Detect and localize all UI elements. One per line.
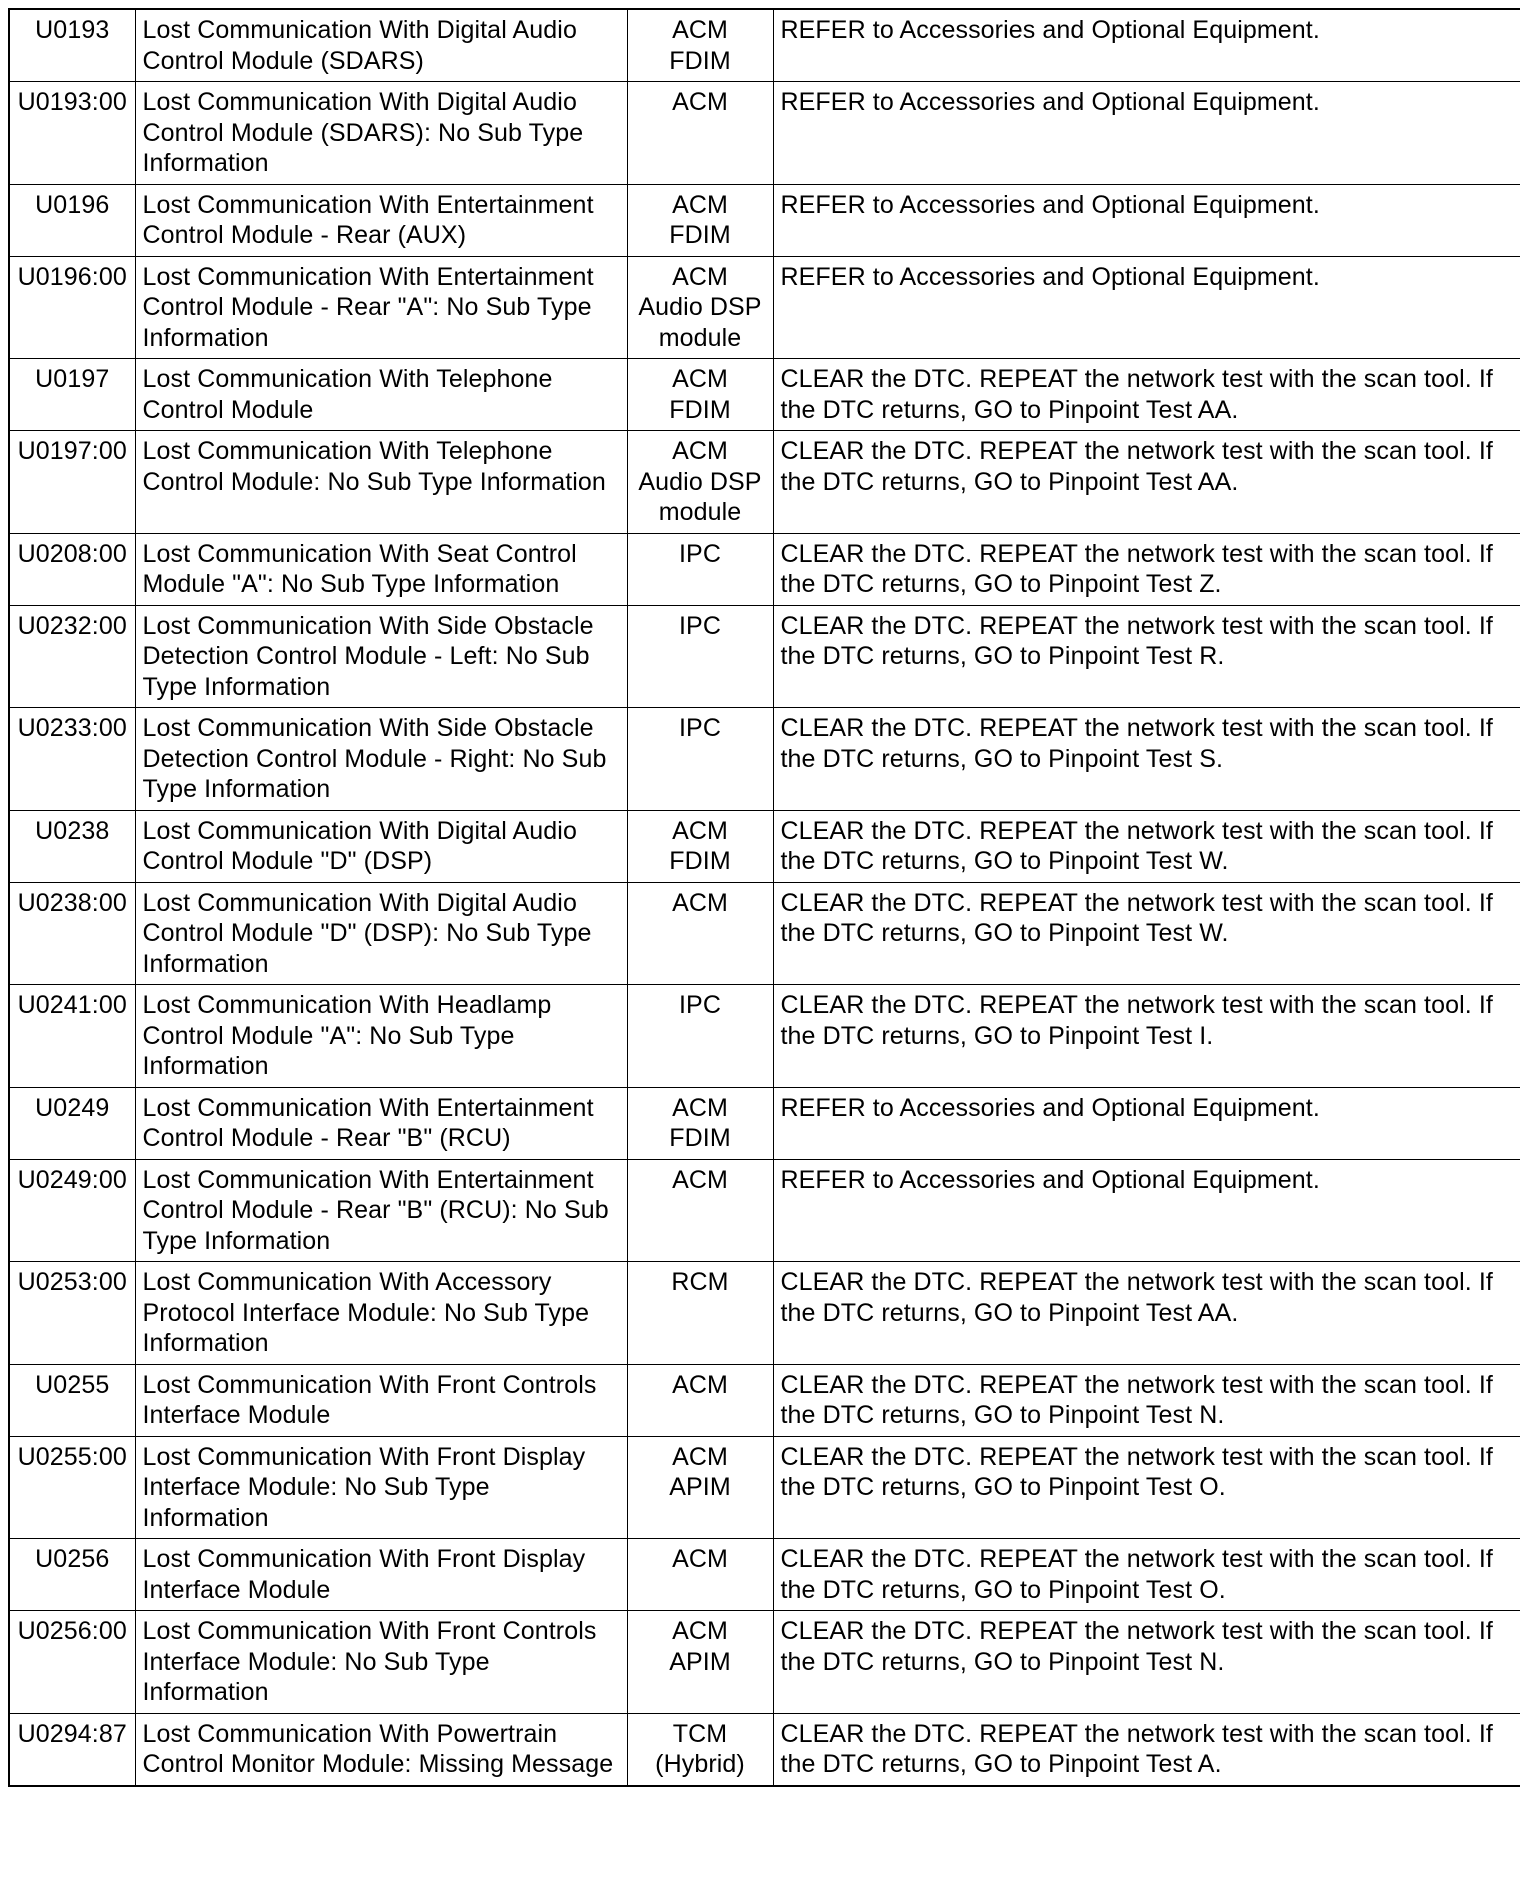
dtc-module-cell [627,1436,773,1539]
dtc-description-cell: Lost Communication With Front Controls Interface Module [135,1364,627,1436]
table-row [9,533,1520,605]
module-name: ACM [672,816,728,845]
dtc-module-cell [627,1713,773,1786]
dtc-code-cell: U0253:00 [9,1262,135,1365]
table-row [9,1436,1520,1539]
module-name: IPC [679,714,721,742]
dtc-code-cell: U0294:87 [9,1713,135,1786]
dtc-action-cell: REFER to Accessories and Optional Equipment. [773,1159,1520,1262]
dtc-description-cell: Lost Communication With Entertainment Control Module - Rear "B" (RCU) [135,1087,627,1159]
module-name: Audio DSP module [638,467,762,526]
module-name: ACM [672,1165,728,1194]
dtc-module-cell [627,1159,773,1262]
module-name: RCM [671,1268,729,1296]
dtc-description-cell: Lost Communication With Powertrain Control Monitor Module: Missing Message [135,1713,627,1786]
dtc-action-cell: CLEAR the DTC. REPEAT the network test with the scan tool. If the DTC returns, GO to Pinpoint Test R. [773,605,1520,708]
module-name: Audio DSP module [638,293,762,352]
table-row [9,9,1520,82]
dtc-module-cell [627,184,773,256]
dtc-code-cell: U0197:00 [9,431,135,534]
dtc-action-cell: CLEAR the DTC. REPEAT the network test with the scan tool. If the DTC returns, GO to Pinpoint Test Z. [773,533,1520,605]
module-name: FDIM [669,395,731,424]
module-name: ACM [672,1617,728,1645]
dtc-description-cell: Lost Communication With Front Display Interface Module: No Sub Type Information [135,1436,627,1539]
module-name: FDIM [669,46,731,75]
table-row [9,708,1520,811]
dtc-action-cell: REFER to Accessories and Optional Equipment. [773,9,1520,82]
dtc-description-cell: Lost Communication With Side Obstacle Detection Control Module - Left: No Sub Type Information [135,605,627,708]
dtc-module-cell [627,1262,773,1365]
dtc-action-cell: REFER to Accessories and Optional Equipment. [773,82,1520,185]
module-name: (Hybrid) [655,1750,745,1778]
dtc-module-cell [627,1539,773,1611]
dtc-module-cell [627,256,773,359]
dtc-module-cell [627,985,773,1088]
dtc-code-cell: U0255:00 [9,1436,135,1539]
dtc-code-cell: U0233:00 [9,708,135,811]
dtc-code-cell: U0238 [9,810,135,882]
dtc-code-cell: U0238:00 [9,882,135,985]
dtc-description-cell: Lost Communication With Accessory Protocol Interface Module: No Sub Type Information [135,1262,627,1365]
dtc-module-cell [627,359,773,431]
dtc-code-cell: U0256:00 [9,1611,135,1714]
dtc-code-cell: U0249:00 [9,1159,135,1262]
module-name: FDIM [669,221,731,249]
table-row [9,1364,1520,1436]
module-name: ACM [672,437,728,465]
dtc-description-cell: Lost Communication With Digital Audio Control Module "D" (DSP): No Sub Type Information [135,882,627,985]
dtc-action-cell: CLEAR the DTC. REPEAT the network test with the scan tool. If the DTC returns, GO to Pinpoint Test A. [773,1713,1520,1786]
dtc-module-cell [627,431,773,534]
dtc-table-body [9,9,1520,1786]
dtc-action-cell: REFER to Accessories and Optional Equipment. [773,256,1520,359]
dtc-action-cell: CLEAR the DTC. REPEAT the network test with the scan tool. If the DTC returns, GO to Pinpoint Test AA. [773,431,1520,534]
table-row [9,1087,1520,1159]
table-row [9,431,1520,534]
table-row [9,184,1520,256]
dtc-description-cell: Lost Communication With Seat Control Module "A": No Sub Type Information [135,533,627,605]
dtc-table [8,8,1520,1787]
table-row [9,1611,1520,1714]
dtc-action-cell: CLEAR the DTC. REPEAT the network test with the scan tool. If the DTC returns, GO to Pinpoint Test O. [773,1436,1520,1539]
module-name: ACM [672,888,728,917]
dtc-action-cell: CLEAR the DTC. REPEAT the network test with the scan tool. If the DTC returns, GO to Pinpoint Test AA. [773,1262,1520,1365]
module-name: ACM [672,88,728,116]
dtc-module-cell [627,1364,773,1436]
module-name: ACM [672,365,728,393]
dtc-code-cell: U0196 [9,184,135,256]
dtc-module-cell [627,9,773,82]
dtc-description-cell: Lost Communication With Digital Audio Control Module (SDARS) [135,9,627,82]
table-row [9,882,1520,985]
module-name: IPC [679,611,721,640]
dtc-code-cell: U0193 [9,9,135,82]
dtc-description-cell: Lost Communication With Front Controls Interface Module: No Sub Type Information [135,1611,627,1714]
dtc-description-cell: Lost Communication With Digital Audio Control Module (SDARS): No Sub Type Information [135,82,627,185]
table-row [9,810,1520,882]
module-name: TCM [672,1719,728,1748]
module-name: APIM [669,1647,731,1676]
table-row [9,1262,1520,1365]
module-name: ACM [672,262,728,291]
dtc-code-cell: U0196:00 [9,256,135,359]
dtc-description-cell: Lost Communication With Entertainment Control Module - Rear (AUX) [135,184,627,256]
dtc-description-cell: Lost Communication With Entertainment Control Module - Rear "A": No Sub Type Information [135,256,627,359]
dtc-action-cell: REFER to Accessories and Optional Equipment. [773,184,1520,256]
dtc-action-cell: CLEAR the DTC. REPEAT the network test with the scan tool. If the DTC returns, GO to Pinpoint Test O. [773,1539,1520,1611]
dtc-description-cell: Lost Communication With Side Obstacle Detection Control Module - Right: No Sub Type Information [135,708,627,811]
table-row [9,985,1520,1088]
dtc-code-cell: U0249 [9,1087,135,1159]
dtc-module-cell [627,82,773,185]
dtc-description-cell: Lost Communication With Telephone Control Module [135,359,627,431]
dtc-code-cell: U0208:00 [9,533,135,605]
dtc-module-cell [627,708,773,811]
table-row [9,82,1520,185]
dtc-action-cell: CLEAR the DTC. REPEAT the network test with the scan tool. If the DTC returns, GO to Pinpoint Test S. [773,708,1520,811]
dtc-module-cell [627,1611,773,1714]
module-name: APIM [669,1473,731,1501]
dtc-description-cell: Lost Communication With Front Display Interface Module [135,1539,627,1611]
dtc-action-cell: REFER to Accessories and Optional Equipment. [773,1087,1520,1159]
dtc-code-cell: U0256 [9,1539,135,1611]
dtc-action-cell: CLEAR the DTC. REPEAT the network test with the scan tool. If the DTC returns, GO to Pinpoint Test N. [773,1611,1520,1714]
dtc-action-cell: CLEAR the DTC. REPEAT the network test with the scan tool. If the DTC returns, GO to Pinpoint Test W. [773,810,1520,882]
dtc-action-cell: CLEAR the DTC. REPEAT the network test with the scan tool. If the DTC returns, GO to Pinpoint Test I. [773,985,1520,1088]
module-name: ACM [672,1545,728,1573]
dtc-code-cell: U0232:00 [9,605,135,708]
module-name: ACM [672,190,728,219]
table-row [9,1539,1520,1611]
module-name: ACM [672,1442,728,1471]
dtc-code-cell: U0241:00 [9,985,135,1088]
dtc-code-cell: U0197 [9,359,135,431]
dtc-code-cell: U0255 [9,1364,135,1436]
dtc-description-cell: Lost Communication With Headlamp Control Module "A": No Sub Type Information [135,985,627,1088]
module-name: ACM [672,16,728,44]
dtc-module-cell [627,882,773,985]
module-name: IPC [679,539,721,568]
table-row [9,1159,1520,1262]
dtc-module-cell [627,533,773,605]
module-name: FDIM [669,847,731,875]
dtc-code-cell: U0193:00 [9,82,135,185]
dtc-action-cell: CLEAR the DTC. REPEAT the network test with the scan tool. If the DTC returns, GO to Pinpoint Test N. [773,1364,1520,1436]
table-row [9,359,1520,431]
module-name: ACM [672,1370,728,1399]
table-row [9,256,1520,359]
module-name: FDIM [669,1124,731,1152]
dtc-description-cell: Lost Communication With Telephone Control Module: No Sub Type Information [135,431,627,534]
module-name: ACM [672,1093,728,1122]
module-name: IPC [679,991,721,1019]
dtc-description-cell: Lost Communication With Digital Audio Control Module "D" (DSP) [135,810,627,882]
dtc-action-cell: CLEAR the DTC. REPEAT the network test with the scan tool. If the DTC returns, GO to Pinpoint Test AA. [773,359,1520,431]
table-row [9,605,1520,708]
table-row [9,1713,1520,1786]
dtc-action-cell: CLEAR the DTC. REPEAT the network test with the scan tool. If the DTC returns, GO to Pinpoint Test W. [773,882,1520,985]
dtc-description-cell: Lost Communication With Entertainment Control Module - Rear "B" (RCU): No Sub Type Information [135,1159,627,1262]
dtc-module-cell [627,810,773,882]
dtc-module-cell [627,605,773,708]
dtc-module-cell [627,1087,773,1159]
